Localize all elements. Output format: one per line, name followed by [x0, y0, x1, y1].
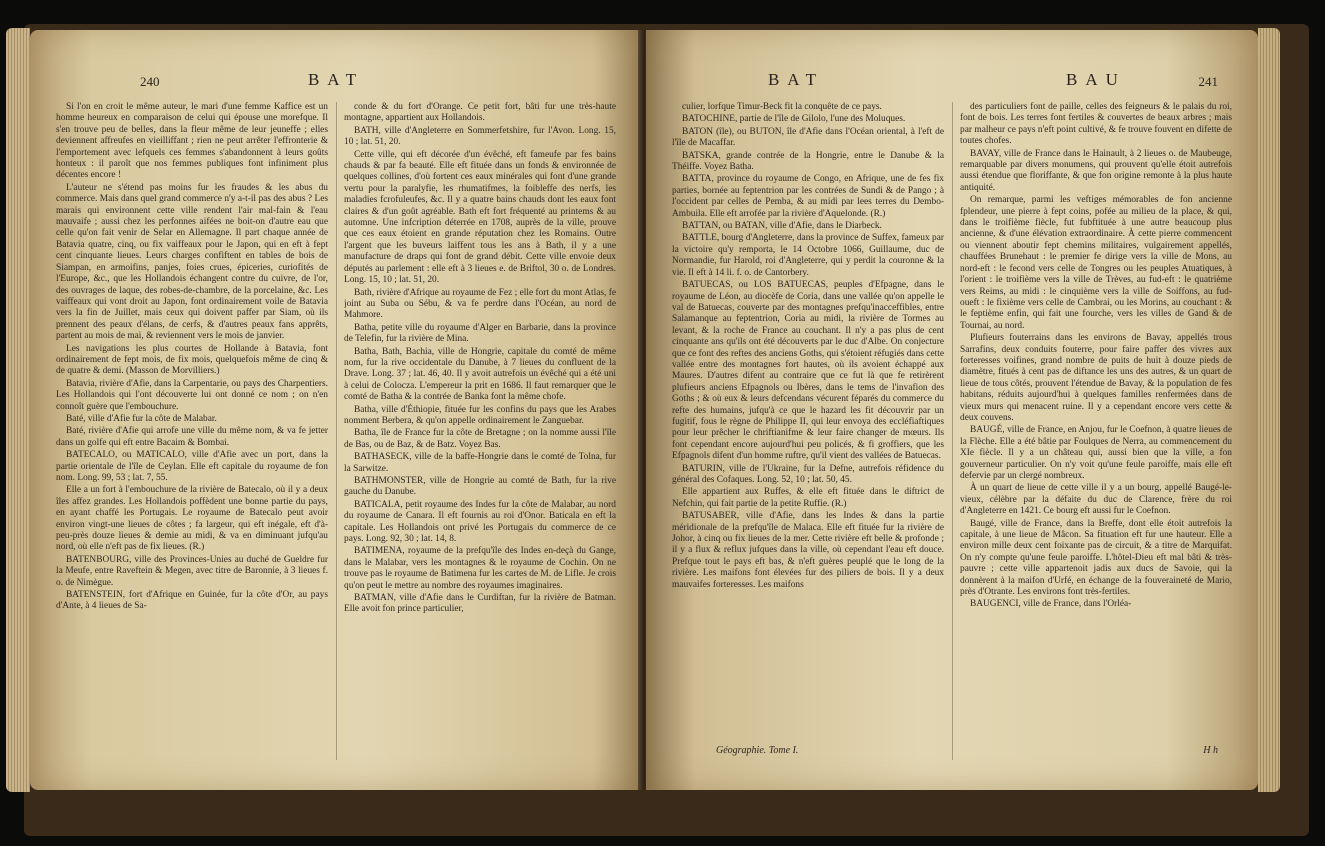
entry-paragraph: BATHMONSTER, ville de Hongrie au comté de Bath, fur la rive gauche du Danube. [344, 476, 616, 498]
entry-paragraph: BATUSABER, ville d'Afie, dans les Indes & dans la partie méridionale de la prefqu'île de Malaca. Elle eft fituée fur la rivière de Johor, à cinq ou fix lieues de la mer. Cette rivière eft belle & profonde ; il y a flux & reflux jufques dans la ville, où cependant l'eau eft douce. Prefque tout le pays eft bas, & n'eft guères peuplé que le long de la rivière. Les maifons font élevées fur des piliers de bois. Il y a deux mauvaifes forteresses. Les maifons [672, 511, 944, 590]
entry-paragraph: des particuliers font de paille, celles des feigneurs & le palais du roi, font de bois. Les terres font fertiles & couvertes de beaux arbres ; mais par malheur ce pays n'eft point cultivé, & fe trouve fouvent en difette de toutes chofes. [960, 102, 1232, 147]
right-page-keyword-left: BAT [767, 70, 825, 89]
left-page-keyword: BAT [307, 70, 365, 89]
left-page-columns [56, 102, 616, 760]
entry-paragraph: Les navigations les plus courtes de Hollande à Batavia, font ordinairement de fept mois, de fix mois, quelquefois même de cinq & de quatre & demi. (Masson de Morvilliers.) [56, 343, 328, 377]
entry-paragraph: Batha, ville d'Éthiopie, fituée fur les confins du pays que les Arabes nomment Berbera, & qu'on appelle ordinairement le Zanguebar. [344, 404, 616, 426]
entry-paragraph: BAVAY, ville de France dans le Hainault, à 2 lieues o. de Maubeuge, remarquable par divers monumens, qui prouvent qu'elle étoit autrefois aussi étendue que floriffante, & que fon origine remonte à la plus haute antiquité. [960, 148, 1232, 193]
entry-paragraph: BAUGENCI, ville de France, dans l'Orléa- [970, 599, 1132, 610]
entry-paragraph: Si l'on en croit le même auteur, le mari d'une femme Kaffice est un homme heureux en comparaison de celui qui épouse une morefque. Il s'en trouve peu de belles, dans la fleur même de leur jeuneffe ; elles deviennent affreufes en vieilliffant ; rien ne peut arrêter l'effronterie & l'emportement avec lefquels ces femmes s'abandonnent à leurs goûts honteux : il paroît que nos femmes publiques font infiniment plus décentes encore ! [56, 102, 328, 181]
entry-paragraph: BAUGÉ, ville de France, en Anjou, fur le Coefnon, à quatre lieues de la Flèche. Elle a été bâtie par Foulques de Nerra, au commencement du XIe fiècle. Il y a un château qui, aussi bien que la ville, a fon gouverneur particulier. On n'y voit qu'une feule paroiffe, mais elle eft defervie par un clergé nombreux. [960, 425, 1232, 481]
left-page-number: 240 [140, 74, 160, 89]
right-page-header [646, 70, 1258, 96]
entry-paragraph: BATH, ville d'Angleterre en Sommerfetshire, fur l'Avon. Long. 15, 10 ; lat. 51, 20. [344, 125, 616, 148]
entry-paragraph: Baté, ville d'Afie fur la côte de Malabar. [66, 413, 217, 424]
left-column-1 [56, 102, 328, 760]
entry-paragraph: Bath, rivière d'Afrique au royaume de Fez ; elle fort du mont Atlas, fe joint au Suba ou Sébu, & va fe perdre dans l'Océan, au nord de Mahmore. [344, 287, 616, 321]
entry-paragraph: Elle a un fort à l'embouchure de la rivière de Batecalo, où il y a deux îles affez grandes. Les Hollandois poffèdent une bonne partie du pays, en ayant chaffé les Portugais. Le royaume de Batecalo peut avoir environ vingt-une lieues de côtes ; fa largeur, qui eft inégale, eft d'à-peu-près douze lieues & demie au midi, & va en diminuant jufqu'au nord, où elle n'eft pas de fix lieues. (R.) [56, 485, 328, 553]
entry-paragraph: BATTA, province du royaume de Congo, en Afrique, une de fes fix parties, bornée au feptentrion par les contrées de Sundi & de Pango ; à l'occident par celles de Pemba, & au midi par lees terres du Dembo-Ambuila. Elle eft arrofée par la rivière d'Aquelonde. (R.) [672, 174, 944, 219]
entry-paragraph: On remarque, parmi les veftiges mémorables de fon ancienne fplendeur, une pierre à fept coins, pofée au milieu de la place, & qui, dans le troifième fiècle, fut fubftituée à une autre beaucoup plus ancienne, & d'une élévation extraordinaire. À cette pierre commencent ou viennent aboutir fept chemins militaires, vulgairement appellés, chauffées Brunehaut : le premier fe dirige vers la ville de Mons, au nord-eft : le fecond vers celle de Tongres ou les peuples Atuatiques, à l'orient : le troifième vers la ville de Trèves, au fud-eft : le quatrième vers Reims, au midi : le cinquième vers la ville de Soiffons, au fud-oueft : le fixième vers celle de Cambrai, ou les Morins, au couchant : & le feptième enfin, qui fait une fourche, vers les villes de Gand & de Tournai, au nord. [960, 195, 1232, 331]
page-edge-right [1258, 28, 1280, 792]
entry-paragraph: À un quart de lieue de cette ville il y a un bourg, appellé Baugé-le-vieux, célèbre par la défaite du duc de Clarence, frère du roi d'Angleterre en 1421. Ce bourg eft aussi fur le Coefnon. [960, 483, 1232, 517]
entry-paragraph: BATENSTEIN, fort d'Afrique en Guinée, fur la côte d'Or, au pays d'Ante, à 4 lieues de Sa- [56, 590, 328, 612]
signature-mark: H h [1203, 745, 1218, 756]
entry-paragraph: Plufieurs fouterrains dans les environs de Bavay, appellés trous Sarrafins, deux conduits fouterre, pour faire paffer des vivres aux forteresses voifines, grand nombre de puits de huit à douze pieds de diamètre, fitués à cent pas de diftance les uns des autres, & un quart de lieue de tous côtés, prouvent l'étendue de Bavay, & la population de fes habitans, réduits aujourd'hui à quelques familles renfermées dans de vieux murs qui menacent ruine. Il y a cependant encore vers cette & deux couvens. [960, 333, 1232, 423]
entry-paragraph: Batha, petite ville du royaume d'Alger en Barbarie, dans la province de Telefin, fur la rivière de Mina. [344, 322, 616, 345]
entry-paragraph: BATHASECK, ville de la baffe-Hongrie dans le comté de Tolna, fur la Sarwitze. [344, 452, 616, 474]
entry-paragraph: BATTAN, ou BATAN, ville d'Afie, dans le Diarbeck. [682, 221, 882, 232]
right-page [646, 30, 1258, 790]
entry-paragraph: BATECALO, ou MATICALO, ville d'Afie avec un port, dans la partie orientale de l'île de Ceylan. Elle eft capitale du royaume de fon nom. Long. 99, 53 ; lat. 7, 55. [56, 450, 328, 483]
entry-paragraph: BATIMENA, royaume de la prefqu'île des Indes en-deçà du Gange, dans le Malabar, vers les montagnes & le royaume de Cochin. On ne trouve pas le royaume de Batimena fur les cartes de M. de Lifle. Je crois qu'on peut le mettre au nombre des royaumes imaginaires. [344, 546, 616, 591]
left-page [30, 30, 642, 790]
entry-paragraph: Cette ville, qui eft décorée d'un évêché, eft fameufe par fes bains chauds & par fa beauté. Elle eft fituée dans un fonds & environnée de quelques collines, d'où fortent ces eaux minérales qui font d'une grande vertu pour la paralyfie, les rhumatifmes, la foibleffe des nerfs, les maladies fcrofuleufes, &c. Il y a quatre bains chauds dont les eaux font claires & d'un goût agréable. Bath eft fort fréquenté au printems & au automne. Une infcription déterrée en 1708, auprès de la ville, prouve que ces eaux étoient en grande réputation chez les Romains. Outre l'argent que les buveurs laiffent tous les ans à Bath, il y a une manufacture de draps qui font de grand débit. Cette ville envoie deux députés au parlement : elle eft à 3 lieues e. de Briftol, 30 o. de Londres. Long. 15, 10 ; lat. 51, 20. [344, 149, 616, 286]
column-divider [952, 102, 953, 760]
entry-paragraph: BATON (île), ou BUTON, île d'Afie dans l'Océan oriental, à l'eft de l'île de Macaffar. [672, 126, 944, 149]
entry-paragraph: L'auteur ne s'étend pas moins fur les fraudes & les abus du commerce. Mais dans quel grand commerce n'y a-t-il pas des abus ? Les marais qui environnent cette ville rendent l'air mal-fain & l'eau mauvaife ; aussi chez les perfonnes aifées ne boit-on d'autre eau que celle qu'on fait venir de Selar en Allemagne. Il part chaque année de Batavia quatre, cinq, ou fix vaiffeaux pour le Japon, qui en eft à fept cent cinquante lieues. Leurs charges confiftent en tables de bois de Siampan, en armoifins, panjes, foies crues, épiceries, curiofités de l'Europe, &c., que les Hollandois échangent contre du cuivre, de l'or, des ouvrages de laque, des robes-de-chambre, de la porcelaine, &c. Les vaiffeaux qui vont droit au Japon, font ordinairement voile de Batavia vers la fin de Juillet, mais ceux qui doivent paffer par Siam, où ils prennent des peaux d'élans, de cerfs, & d'autres peaux fans apprêts, partent au mois de mai, & reviennent vers le mois de janvier. [56, 182, 328, 342]
entry-paragraph: BATOCHINE, partie de l'île de Gilolo, l'une des Moluques. [682, 114, 906, 125]
entry-paragraph: Batha, île de France fur la côte de Bretagne ; on la nomme aussi l'île de Bas, ou de Baz, & de Batz. Voyez Bas. [344, 428, 616, 450]
signature-note: Géographie. Tome I. [716, 745, 799, 756]
entry-paragraph: BATICALA, petit royaume des Indes fur la côte de Malabar, au nord du royaume de Canara. Il eft fournis au roi d'Onor. Baticala en eft la capitale. Les Hollandois ont privé les Portugais du commerce de ce pays. Long. 92, 30 ; lat. 14, 8. [344, 499, 616, 545]
right-column-1 [672, 102, 944, 760]
left-column-2 [344, 102, 616, 760]
entry-paragraph: conde & du fort d'Orange. Ce petit fort, bâti fur une très-haute montagne, appartient aux Hollandois. [344, 102, 616, 124]
right-page-keyword-right: BAU [1066, 70, 1126, 89]
right-page-columns [672, 102, 1232, 760]
column-divider [336, 102, 337, 760]
entry-paragraph: Elle appartient aux Ruffes, & elle eft fituée dans le diftrict de Nefchin, qui fait partie de la petite Ruffie. (R.) [672, 487, 944, 509]
entry-paragraph: BATSKA, grande contrée de la Hongrie, entre le Danube & la Théiffe. Voyez Batha. [672, 150, 944, 173]
entry-paragraph: BATENBOURG, ville des Provinces-Unies au duché de Gueldre fur la Meufe, entre Raveftein & Megen, avec titre de Baronnie, à 3 lieues f. o. de Nimègue. [56, 554, 328, 588]
page-edge-left [6, 28, 30, 792]
entry-paragraph: BATTLE, bourg d'Angleterre, dans la province de Suffex, fameux par la victoire qu'y remporta, le 14 Octobre 1066, Guillaume, duc de Normandie, fur Harold, roi d'Angleterre, qui y perdit la couronne & la vie. Il eft à 14 li. f. o. de Cantorbery. [672, 233, 944, 278]
entry-paragraph: Baté, rivière d'Afie qui arrofe une ville du même nom, & va fe jetter dans un golfe qui eft entre Bacaim & Bombai. [56, 426, 328, 448]
entry-paragraph: BATURIN, ville de l'Ukraine, fur la Defne, autrefois réfidence du général des Cofaques. Long. 52, 10 ; lat. 50, 45. [672, 463, 944, 485]
right-column-2 [960, 102, 1232, 760]
entry-paragraph: Batavia, rivière d'Afie, dans la Carpentarie, ou pays des Charpentiers. Les Hollandois qui l'ont découverte lui ont donné ce nom ; on n'en connoît guère que l'embouchure. [56, 378, 328, 412]
entry-paragraph: BATUECAS, ou LOS BATUECAS, peuples d'Efpagne, dans le royaume de Léon, au diocèfe de Coria, dans une vallée qu'on appelle le val de Batuecas, couverte par des montagnes prefqu'inacceffibles, entre Salamanque au feptentrion, Coria au midi, la rivière de Tormes au levant, & la roche de France au couchant. Il n'y a pas plus de cent cinquante ans qu'ils ont été découverts par le duc d'Albe. On conjecture que ce font des reftes des anciens Goths, qui s'étoient réfugiés dans cette vallée entre des montagnes fort hautes, où ils avoient échappé aux Maures. D'autres difent au contraire que ce fut là que fe retirèrent plufieurs anciens Efpagnols ou Ibères, dans le tems de l'invafion des Goths ; & où eux & leurs defcendans vécurent féparés du commerce du refte des humains, jufqu'à ce que le hazard les fit découvrir par un fugitif, fous le règne de Philippe II, qui leur envoya des eccléfiaftiques pour leur prêcher le chriftianifme & leur faire changer de mœurs. Ils font cependant encore aujourd'hui peu policés, & fi groffiers, que les Efpagnols difent d'un homme ruftre, qu'il vient des vallées de Batuecas. [672, 280, 944, 462]
entry-paragraph: culier, lorfque Timur-Beck fit la conquête de ce pays. [682, 102, 882, 112]
entry-paragraph: BATMAN, ville d'Afie dans le Curdiftan, fur la rivière de Batman. Elle avoit fon prince particulier, [344, 593, 616, 615]
entry-paragraph: Batha, Bath, Bachia, ville de Hongrie, capitale du comté de même nom, fur la rive occidentale du Danube, à 7 lieues du confluent de la Drave. Long. 37 ; lat. 46, 40. Il y avoit autrefois un évêché qui a été uni à celui de Colocza. L'empereur la prit en 1686. Il faut remarquer que le comté de Batha & la contrée de Banka font la même chofe. [344, 346, 616, 403]
right-page-number: 241 [1198, 74, 1218, 89]
entry-paragraph: Baugé, ville de France, dans la Breffe, dont elle étoit autrefois la capitale, à une lieue de Mâcon. Sa fituation eft fur une hauteur. Elle a environ mille deux cent foixante pas de circuit, & a titre de Marquifat. On n'y compte qu'une feule paroiffe. L'hôtel-Dieu eft mal bâti & très-pauvre ; cette ville appartenoit jadis aux ducs de Savoie, qui la donnèrent à la maifon d'Urfé, en échange de la fouveraineté de Mario, près d'Otrante. Les environs font très-fertiles. [960, 518, 1232, 598]
left-page-header [30, 70, 642, 96]
